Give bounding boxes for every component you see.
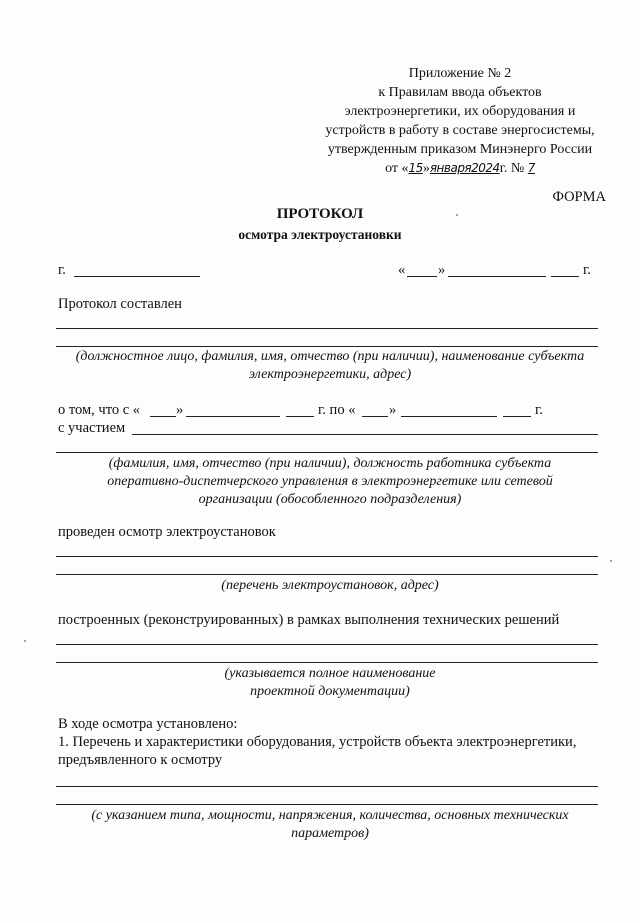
date-day-line[interactable] (407, 276, 437, 277)
appendix-line-4: устройств в работу в составе энергосистемы, (325, 123, 595, 138)
scan-speck (456, 214, 458, 216)
order-date-day: 15 (408, 161, 423, 175)
appendix-line-3: электроэнергетики, их оборудования и (344, 104, 576, 119)
period-to-prefix: г. по « (318, 402, 356, 418)
order-date-suffix: г. № (499, 161, 525, 176)
period-from-month-line[interactable] (186, 416, 280, 417)
built-caption-line-1: (указывается полное наименование (224, 666, 436, 681)
period-to-month-line[interactable] (401, 416, 497, 417)
period-to-day-line[interactable] (362, 416, 388, 417)
participants-line-1[interactable] (132, 434, 598, 435)
city-field-line[interactable] (74, 276, 200, 277)
findings-caption-line-1: (с указанием типа, мощности, напряжения, количества, основных технических (91, 808, 569, 823)
date-year-suffix: г. (583, 262, 591, 278)
inspection-caption: (перечень электроустановок, адрес) (221, 578, 439, 593)
participants-caption (40, 455, 620, 509)
findings-caption-line-2: параметров) (291, 826, 369, 841)
built-line-2[interactable] (56, 662, 598, 663)
findings-line-1[interactable] (56, 786, 598, 787)
built-label: построенных (реконструированных) в рамках выполнения технических решений (58, 612, 560, 628)
appendix-number: Приложение № 2 (408, 66, 512, 81)
period-from-day-line[interactable] (150, 416, 176, 417)
period-to-year-line[interactable] (503, 416, 531, 417)
participants-line-2[interactable] (56, 452, 598, 453)
compiled-line-1[interactable] (56, 328, 598, 329)
appendix-line-2: к Правилам ввода объектов (378, 85, 542, 100)
built-line-1[interactable] (56, 644, 598, 645)
period-from-year-line[interactable] (286, 416, 314, 417)
scan-speck (610, 560, 612, 562)
participants-label: с участием (58, 420, 126, 436)
scan-speck (24, 640, 26, 642)
inspection-label: проведен осмотр электроустановок (58, 524, 276, 540)
findings-caption (40, 807, 620, 843)
compiled-line-2[interactable] (56, 346, 598, 347)
order-date-month: января (429, 161, 472, 175)
participants-caption-line-3: организации (обособленного подразделения) (198, 492, 462, 507)
order-number: 7 (527, 161, 535, 175)
compiled-caption (40, 348, 620, 384)
period-from-close: » (176, 402, 184, 418)
period-to-close: » (389, 402, 397, 418)
form-label: ФОРМА (552, 189, 606, 205)
date-open-quote: « (398, 262, 406, 278)
compiled-caption-line-1: (должностное лицо, фамилия, имя, отчество (при наличии), наименование субъекта (75, 349, 585, 364)
participants-caption-line-1: (фамилия, имя, отчество (при наличии), должность работника субъекта (108, 456, 552, 471)
date-year-line[interactable] (551, 276, 579, 277)
compiled-label: Протокол составлен (58, 296, 182, 312)
findings-item-1-line-1: 1. Перечень и характеристики оборудования, устройств объекта электроэнергетики, (58, 734, 577, 750)
built-caption-line-2: проектной документации) (250, 684, 410, 699)
participants-caption-line-2: оперативно-диспетчерского управления в электроэнергетике или сетевой (107, 474, 553, 489)
order-date-year: 2024 (471, 161, 500, 175)
document-subtitle: осмотра электроустановки (238, 227, 402, 242)
findings-line-2[interactable] (56, 804, 598, 805)
order-date-prefix: от « (385, 161, 409, 176)
findings-heading: В ходе осмотра установлено: (58, 716, 238, 732)
appendix-order-date (300, 159, 620, 178)
findings-item-1-line-2: предъявленного к осмотру (58, 752, 223, 768)
compiled-caption-line-2: электроэнергетики, адрес) (248, 367, 412, 382)
document-title: ПРОТОКОЛ (276, 206, 364, 222)
inspection-line-1[interactable] (56, 556, 598, 557)
period-from-prefix: о том, что с « (58, 402, 141, 418)
city-prefix: г. (58, 262, 66, 278)
appendix-header (300, 64, 620, 178)
period-year-suffix: г. (535, 402, 543, 418)
inspection-line-2[interactable] (56, 574, 598, 575)
date-month-line[interactable] (448, 276, 546, 277)
order-date-mid: » (422, 161, 430, 176)
appendix-line-5: утвержденным приказом Минэнерго России (327, 142, 593, 157)
built-caption (40, 665, 620, 701)
date-close-quote: » (438, 262, 446, 278)
